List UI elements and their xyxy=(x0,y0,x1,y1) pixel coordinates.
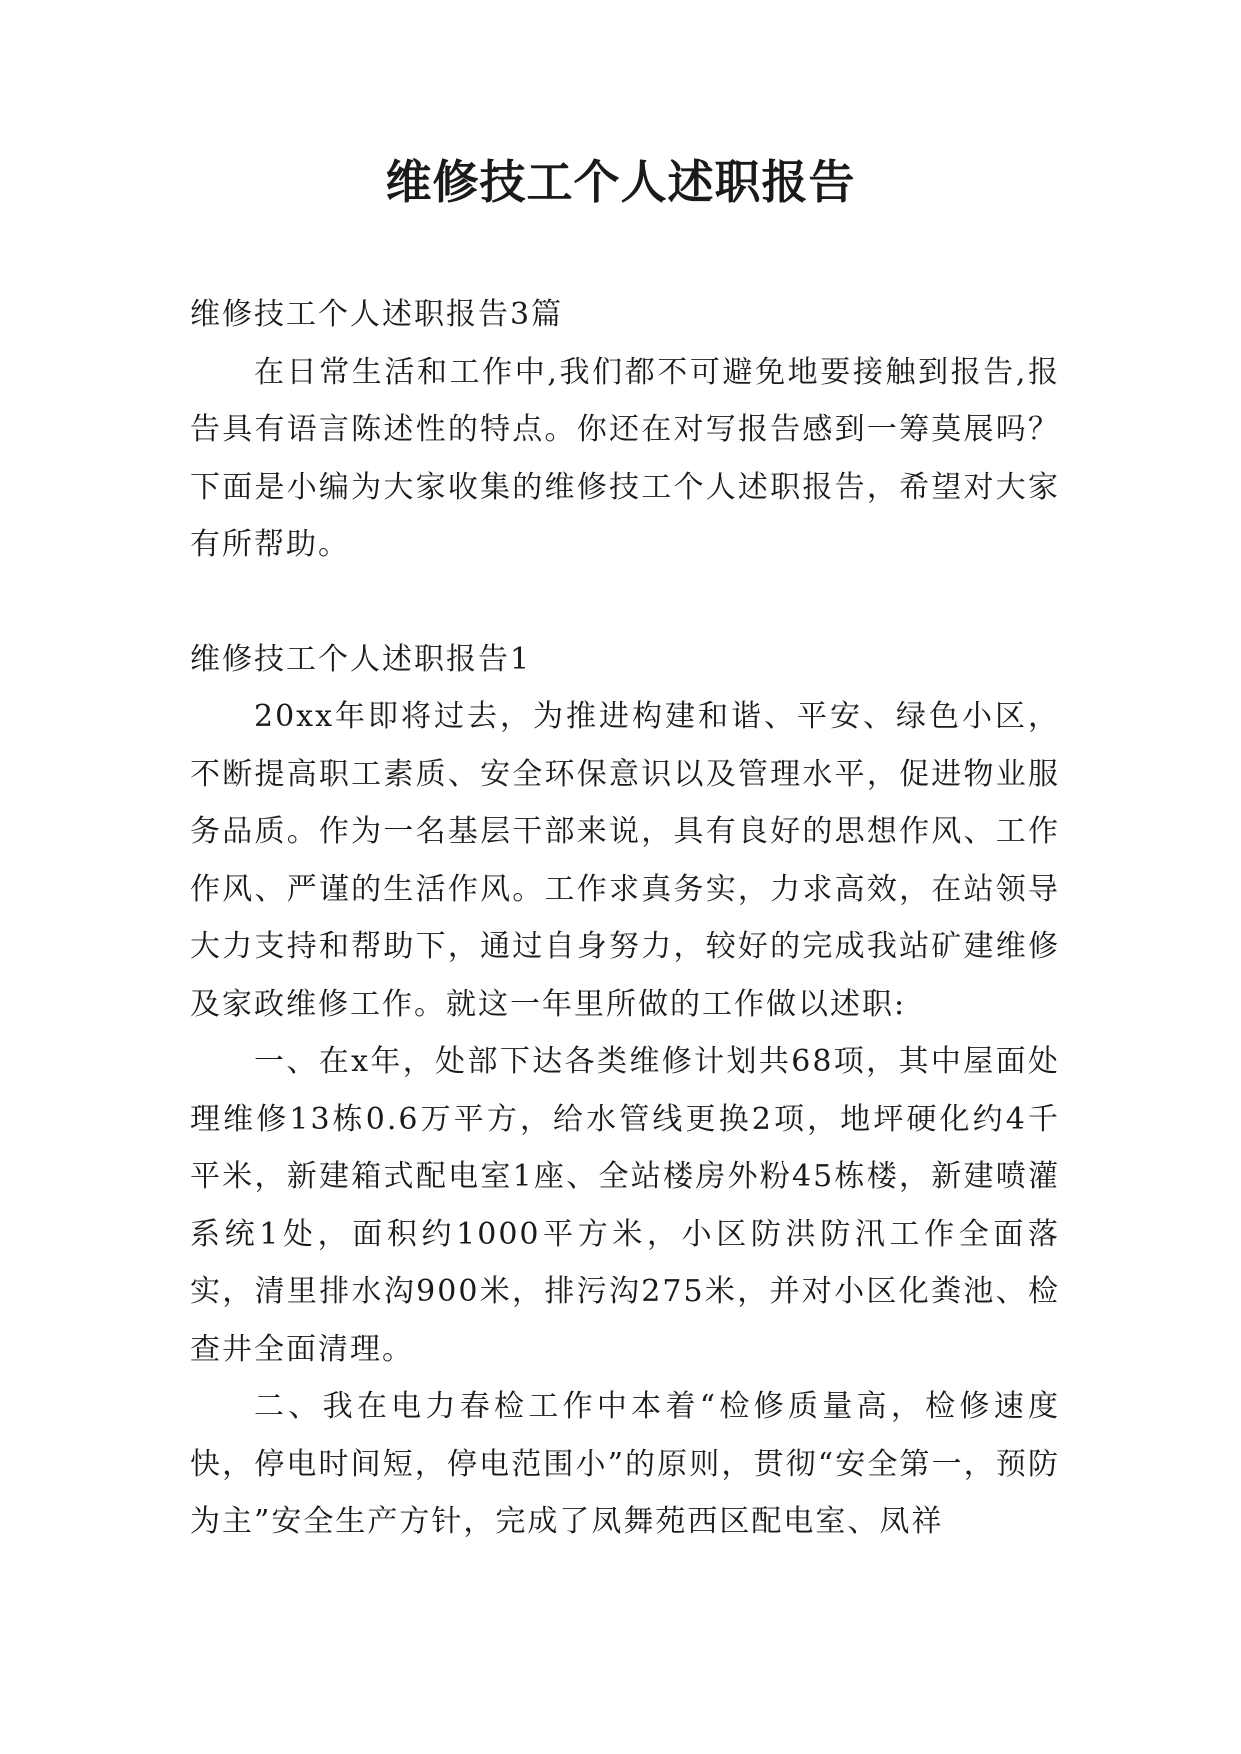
intro-paragraph: 在日常生活和工作中,我们都不可避免地要接触到报告,报告具有语言陈述性的特点。你还在对写报告感到一筹莫展吗？下面是小编为大家收集的维修技工个人述职报告，希望对大家有所帮助。 xyxy=(190,354,1060,562)
document-title: 维修技工个人述职报告 xyxy=(385,155,856,209)
document-subtitle: 维修技工个人述职报告3篇 xyxy=(190,297,564,332)
body-paragraph: 一、在x年，处部下达各类维修计划共68项，其中屋面处理维修13栋0.6万平方，给水管线更换2项，地坪硬化约4千平米，新建箱式配电室1座、全站楼房外粉45栋楼，新建喷灌系统1处，面积约1000平方米，小区防洪防汛工作全面落实，清里排水沟900米，排污沟275米，并对小区化粪池、检查井全面清理。 xyxy=(190,1044,1060,1367)
body-paragraph: 二、我在电力春检工作中本着“检修质量高，检修速度快，停电时间短，停电范围小”的原则，贯彻“安全第一，预防为主”安全生产方针，完成了凤舞苑西区配电室、凤祥 xyxy=(190,1389,1060,1539)
section-heading: 维修技工个人述职报告1 xyxy=(190,641,532,677)
paragraph-spacer xyxy=(190,574,1060,631)
document-body xyxy=(190,286,1060,1551)
body-paragraph: 20xx年即将过去，为推进构建和谐、平安、绿色小区，不断提高职工素质、安全环保意识以及管理水平，促进物业服务品质。作为一名基层干部来说，具有良好的思想作风、工作作风、严谨的生活作风。工作求真务实，力求高效，在站领导大力支持和帮助下，通过自身努力，较好的完成我站矿建维修及家政维修工作。就这一年里所做的工作做以述职: xyxy=(190,699,1060,1022)
